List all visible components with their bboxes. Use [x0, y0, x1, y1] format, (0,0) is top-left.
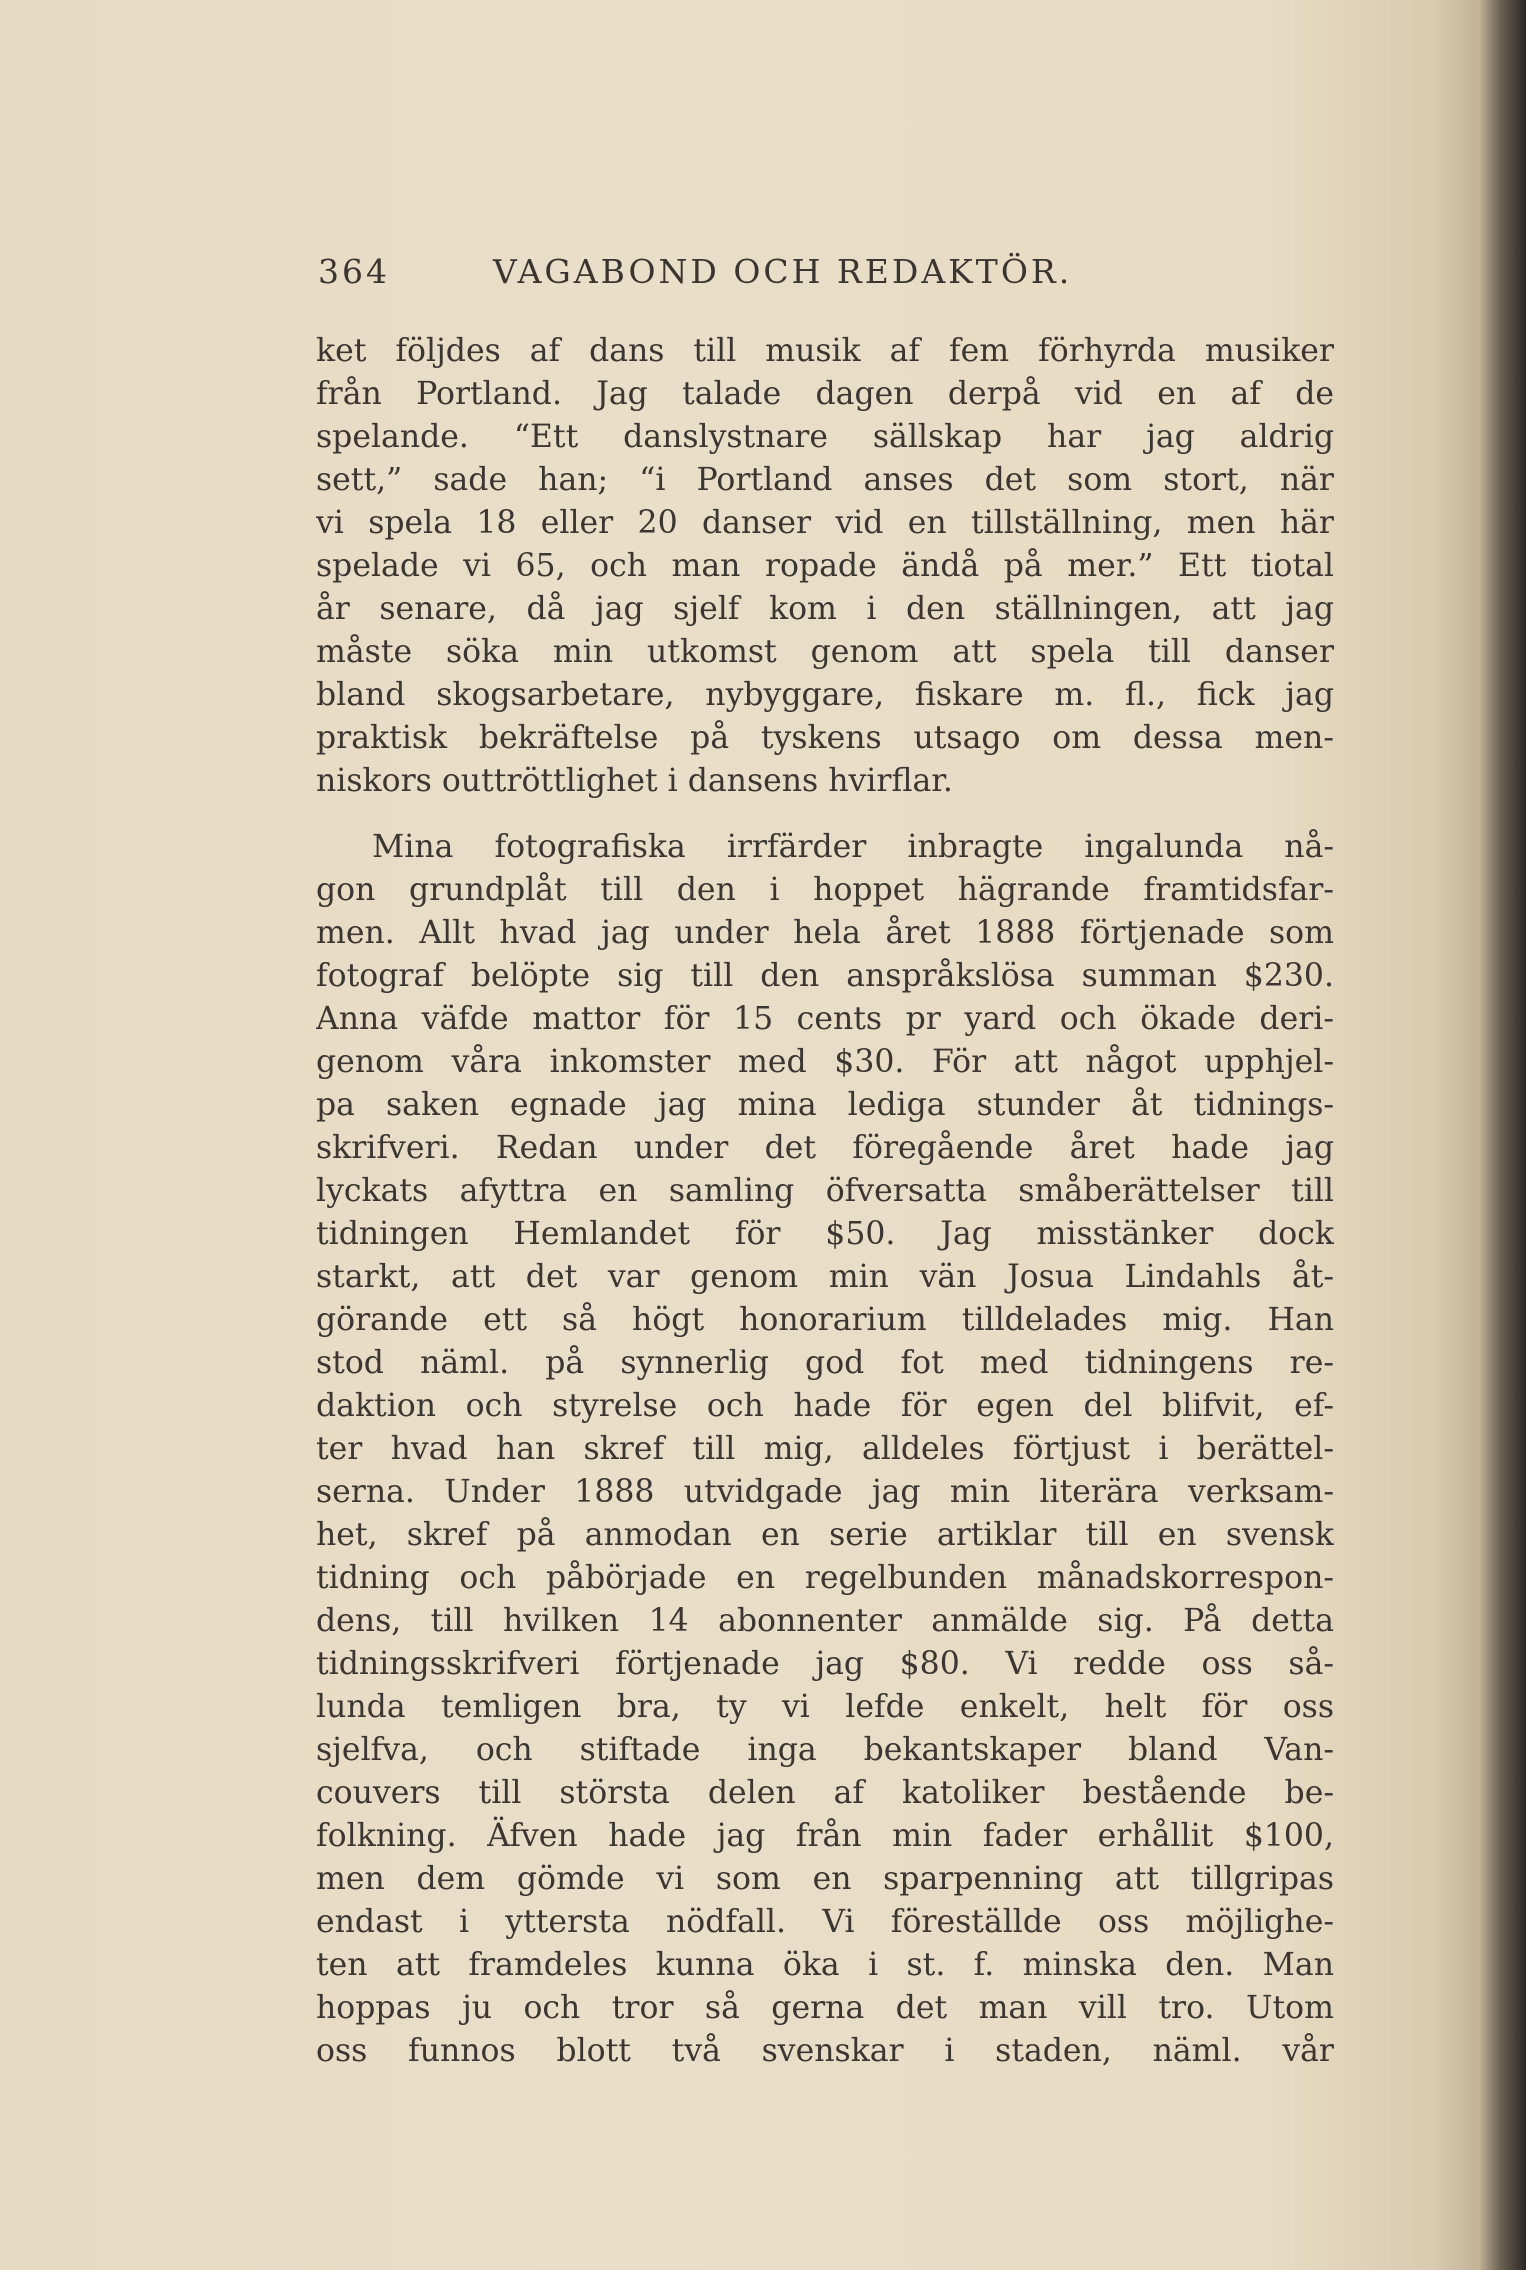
paragraph-1 [316, 330, 1334, 803]
text-line: Mina fotografiska irrfärder inbragte ingalunda nå- [372, 829, 1334, 865]
text-line: het, skref på anmodan en serie artiklar till en svensk [316, 1517, 1334, 1553]
text-line: skrifveri. Redan under det föregående året hade jag [316, 1130, 1334, 1166]
text-line: pa saken egnade jag mina lediga stunder åt tidnings- [316, 1087, 1334, 1123]
text-line: genom våra inkomster med $30. För att något upphjel- [316, 1044, 1334, 1080]
text-line: tidningen Hemlandet för $50. Jag misstänker dock [316, 1216, 1334, 1252]
book-spine-gutter [1478, 0, 1526, 2270]
text-line: lyckats afyttra en samling öfversatta småberättelser till [316, 1173, 1334, 1209]
text-line: starkt, att det var genom min vän Josua Lindahls åt- [316, 1259, 1334, 1295]
text-line: endast i yttersta nödfall. Vi föreställde oss möjlighe- [316, 1904, 1334, 1940]
text-line: lunda temligen bra, ty vi lefde enkelt, helt för oss [316, 1689, 1334, 1725]
text-line: från Portland. Jag talade dagen derpå vid en af de [316, 376, 1334, 412]
page-header [318, 252, 1338, 308]
text-line: oss funnos blott två svenskar i staden, näml. vår [316, 2033, 1334, 2069]
text-line: sjelfva, och stiftade inga bekantskaper bland Van- [316, 1732, 1334, 1768]
text-line: dens, till hvilken 14 abonnenter anmälde sig. På detta [316, 1603, 1334, 1639]
text-line: praktisk bekräftelse på tyskens utsago om dessa men- [316, 720, 1334, 756]
text-line: daktion och styrelse och hade för egen del blifvit, ef- [316, 1388, 1334, 1424]
text-line: stod näml. på synnerlig god fot med tidningens re- [316, 1345, 1334, 1381]
text-line: ten att framdeles kunna öka i st. f. minska den. Man [316, 1947, 1334, 1983]
text-line: måste söka min utkomst genom att spela till danser [316, 634, 1334, 670]
text-line: serna. Under 1888 utvidgade jag min literära verksam- [316, 1474, 1334, 1510]
page-number: 364 [318, 252, 390, 291]
text-line: ter hvad han skref till mig, alldeles förtjust i berättel- [316, 1431, 1334, 1467]
text-line: gon grundplåt till den i hoppet hägrande framtidsfar- [316, 872, 1334, 908]
text-line: niskors outtröttlighet i dansens hvirflar. [316, 763, 953, 799]
text-line: Anna väfde mattor för 15 cents pr yard och ökade deri- [316, 1001, 1334, 1037]
text-line: vi spela 18 eller 20 danser vid en tillställning, men här [316, 505, 1334, 541]
paragraph-2 [316, 826, 1334, 2073]
text-line: år senare, då jag sjelf kom i den ställningen, att jag [316, 591, 1334, 627]
text-line: hoppas ju och tror så gerna det man vill tro. Utom [316, 1990, 1334, 2026]
text-line: men. Allt hvad jag under hela året 1888 förtjenade som [316, 915, 1334, 951]
text-line: sett,” sade han; “i Portland anses det som stort, när [316, 462, 1334, 498]
text-line: fotograf belöpte sig till den anspråkslösa summan $230. [316, 958, 1334, 994]
text-line: tidningsskrifveri förtjenade jag $80. Vi redde oss så- [316, 1646, 1334, 1682]
text-line: görande ett så högt honorarium tilldelades mig. Han [316, 1302, 1334, 1338]
text-line: tidning och påbörjade en regelbunden månadskorrespon- [316, 1560, 1334, 1596]
text-line: men dem gömde vi som en sparpenning att tillgripas [316, 1861, 1334, 1897]
text-line: spelande. “Ett danslystnare sällskap har jag aldrig [316, 419, 1334, 455]
running-title: VAGABOND OCH REDAKTÖR. [493, 252, 1073, 291]
text-line: bland skogsarbetare, nybyggare, fiskare m. fl., fick jag [316, 677, 1334, 713]
body-text [316, 330, 1334, 2073]
text-line: couvers till största delen af katoliker bestående be- [316, 1775, 1334, 1811]
text-line: folkning. Äfven hade jag från min fader erhållit $100, [316, 1818, 1334, 1854]
text-line: spelade vi 65, och man ropade ändå på mer.” Ett tiotal [316, 548, 1334, 584]
paragraph-spacer [316, 803, 1334, 826]
text-line: ket följdes af dans till musik af fem förhyrda musiker [316, 333, 1334, 369]
